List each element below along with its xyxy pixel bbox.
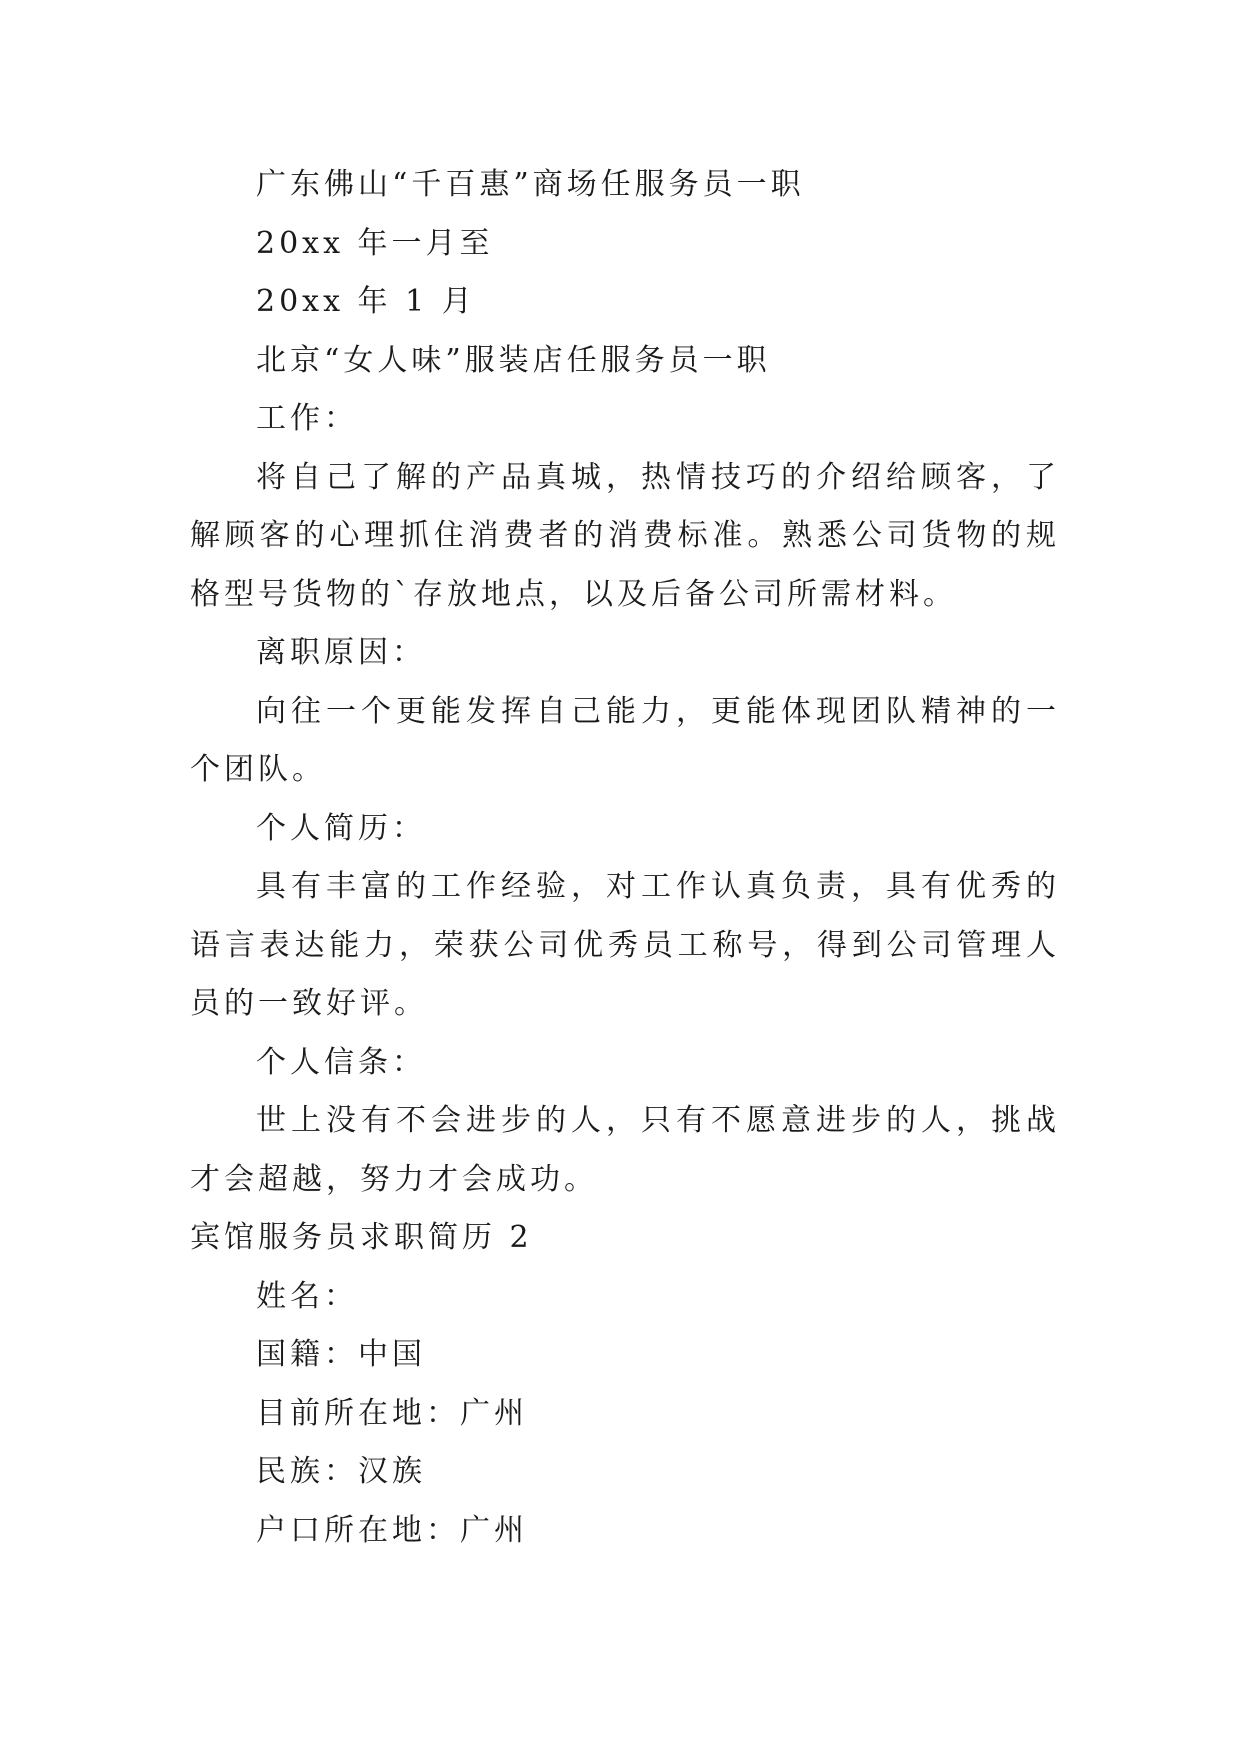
motto-heading: 个人信条： bbox=[256, 1044, 426, 1080]
field-household-location: 户口所在地：广州 bbox=[256, 1512, 528, 1548]
work-description: 将自己了解的产品真城，热情技巧的介绍给顾客，了解顾客的心理抓住消费者的消费标准。熟悉公司货物的规格型号货物的`存放地点，以及后备公司所需材料。 bbox=[190, 459, 1060, 612]
field-nationality: 国籍：中国 bbox=[256, 1337, 426, 1372]
field-ethnicity: 民族：汉族 bbox=[256, 1454, 426, 1489]
leave-reason-text: 向往一个更能发挥自己能力，更能体现团队精神的一个团队。 bbox=[190, 693, 1060, 787]
field-current-location: 目前所在地：广州 bbox=[256, 1395, 528, 1431]
document-body bbox=[190, 156, 1060, 1560]
experience-entry-foshan: 广东佛山“千百惠”商场任服务员一职 bbox=[256, 167, 805, 202]
field-name: 姓名： bbox=[256, 1278, 358, 1314]
motto-text: 世上没有不会进步的人，只有不愿意进步的人，挑战才会超越，努力才会成功。 bbox=[190, 1103, 1060, 1197]
date-range-end: 20xx 年 1 月 bbox=[256, 284, 476, 319]
resume-text: 具有丰富的工作经验，对工作认真负责，具有优秀的语言表达能力，荣获公司优秀员工称号，得到公司管理人员的一致好评。 bbox=[190, 869, 1060, 1021]
date-range-start: 20xx 年一月至 bbox=[256, 225, 494, 261]
section-title-resume-2: 宾馆服务员求职简历 2 bbox=[190, 1220, 533, 1255]
resume-heading: 个人简历： bbox=[256, 810, 426, 846]
experience-entry-beijing: 北京“女人味”服装店任服务员一职 bbox=[256, 342, 771, 378]
work-heading: 工作： bbox=[256, 401, 358, 436]
leave-reason-heading: 离职原因： bbox=[256, 635, 426, 670]
